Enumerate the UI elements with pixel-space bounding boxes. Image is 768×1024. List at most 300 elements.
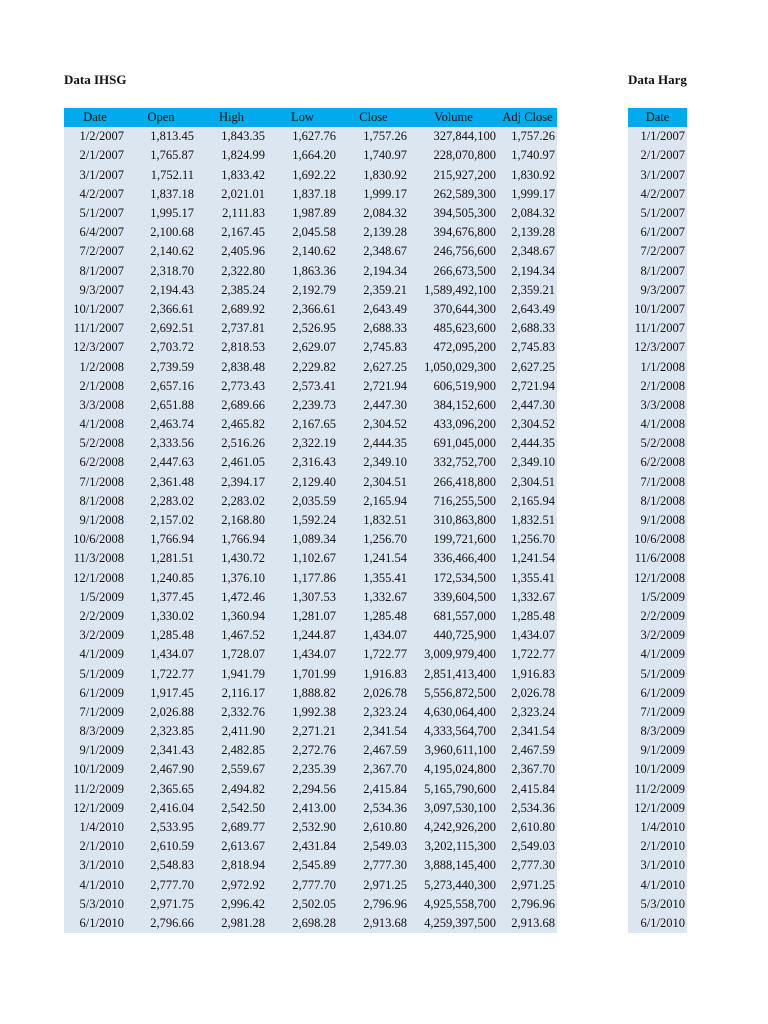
- table-cell: 1,832.51: [498, 511, 557, 530]
- table-row: [628, 780, 687, 799]
- table-cell: 2,688.33: [498, 319, 557, 338]
- table-cell: 2,972.92: [196, 876, 267, 895]
- table-cell: 1/5/2009: [64, 588, 126, 607]
- table-cell: 2,111.83: [196, 204, 267, 223]
- table-cell: 1,916.83: [498, 664, 557, 683]
- table-cell: 336,466,400: [409, 549, 498, 568]
- table-row: [64, 741, 557, 760]
- table-cell: 384,152,600: [409, 396, 498, 415]
- column-header-adj-close: Adj Close: [498, 108, 557, 127]
- table-cell: 5/2/2008: [64, 434, 126, 453]
- table-cell: 2,447.63: [126, 453, 196, 472]
- table-row: [64, 166, 557, 185]
- table-cell: 2,304.52: [338, 415, 409, 434]
- table-row: [628, 664, 687, 683]
- table-cell: 1,377.45: [126, 588, 196, 607]
- table-cell: 2,981.28: [196, 914, 267, 933]
- table-cell: 1,240.85: [126, 569, 196, 588]
- table-cell: 2/1/2007: [628, 146, 687, 165]
- table-cell: 2,739.59: [126, 357, 196, 376]
- table-row: [628, 281, 687, 300]
- table-cell: 1,050,029,300: [409, 357, 498, 376]
- price-data-table: [628, 108, 687, 933]
- table-cell: 2,777.70: [267, 876, 338, 895]
- table-cell: 1,992.38: [267, 703, 338, 722]
- table-row: [628, 837, 687, 856]
- table-cell: 199,721,600: [409, 530, 498, 549]
- table-cell: 2,549.03: [338, 837, 409, 856]
- table-row: [628, 569, 687, 588]
- table-cell: 1,701.99: [267, 664, 338, 683]
- table-cell: 1,434.07: [338, 626, 409, 645]
- table-cell: 394,676,800: [409, 223, 498, 242]
- table-row: [64, 818, 557, 837]
- table-cell: 2,139.28: [498, 223, 557, 242]
- column-header-high: High: [196, 108, 267, 127]
- table-cell: 2,323.85: [126, 722, 196, 741]
- table-cell: 2,413.00: [267, 799, 338, 818]
- table-cell: 1,837.18: [267, 185, 338, 204]
- table-cell: 1,995.17: [126, 204, 196, 223]
- table-cell: 2,271.21: [267, 722, 338, 741]
- table-cell: 1,332.67: [498, 588, 557, 607]
- table-cell: 4/1/2009: [64, 645, 126, 664]
- table-row: [628, 914, 687, 933]
- table-cell: 228,070,800: [409, 146, 498, 165]
- table-cell: 2,548.83: [126, 856, 196, 875]
- table-row: [64, 799, 557, 818]
- table-cell: 1,765.87: [126, 146, 196, 165]
- table-cell: 2,229.82: [267, 357, 338, 376]
- table-row: [64, 492, 557, 511]
- table-cell: 2,026.78: [338, 684, 409, 703]
- table-cell: 4,195,024,800: [409, 760, 498, 779]
- table-row: [64, 856, 557, 875]
- table-cell: 6/1/2007: [628, 223, 687, 242]
- table-cell: 246,756,600: [409, 242, 498, 261]
- table-cell: 12/1/2008: [64, 569, 126, 588]
- table-cell: 2,365.65: [126, 780, 196, 799]
- table-cell: 1,434.07: [267, 645, 338, 664]
- table-cell: 2,627.25: [338, 357, 409, 376]
- table-row: [64, 281, 557, 300]
- table-cell: 1,307.53: [267, 588, 338, 607]
- table-cell: 12/3/2007: [64, 338, 126, 357]
- table-row: [64, 664, 557, 683]
- table-cell: 394,505,300: [409, 204, 498, 223]
- table-cell: 2,737.81: [196, 319, 267, 338]
- table-cell: 3,009,979,400: [409, 645, 498, 664]
- table-cell: 2,773.43: [196, 377, 267, 396]
- table-cell: 691,045,000: [409, 434, 498, 453]
- table-row: [64, 626, 557, 645]
- table-row: [628, 530, 687, 549]
- table-cell: 1,728.07: [196, 645, 267, 664]
- table-row: [64, 453, 557, 472]
- table-header-row: [628, 108, 687, 127]
- table-cell: 2,689.66: [196, 396, 267, 415]
- table-row: [628, 338, 687, 357]
- table-cell: 8/1/2008: [64, 492, 126, 511]
- table-cell: 10/1/2009: [64, 760, 126, 779]
- table-cell: 11/6/2008: [628, 549, 687, 568]
- table-cell: 2,157.02: [126, 511, 196, 530]
- table-cell: 2,777.30: [338, 856, 409, 875]
- table-cell: 2,359.21: [498, 281, 557, 300]
- table-cell: 11/1/2007: [628, 319, 687, 338]
- table-cell: 2/1/2007: [64, 146, 126, 165]
- price-table-title: Data Harg: [628, 72, 687, 87]
- table-row: [628, 876, 687, 895]
- table-cell: 2,689.92: [196, 300, 267, 319]
- table-cell: 2,026.88: [126, 703, 196, 722]
- table-cell: 1,837.18: [126, 185, 196, 204]
- table-cell: 2,165.94: [338, 492, 409, 511]
- table-cell: 6/1/2010: [628, 914, 687, 933]
- table-cell: 1,430.72: [196, 549, 267, 568]
- table-cell: 1,256.70: [498, 530, 557, 549]
- table-cell: 2,415.84: [338, 780, 409, 799]
- table-cell: 1,244.87: [267, 626, 338, 645]
- column-header-date: Date: [64, 108, 126, 127]
- table-cell: 4/1/2010: [628, 876, 687, 895]
- table-cell: 4/1/2008: [628, 415, 687, 434]
- table-cell: 7/2/2007: [628, 242, 687, 261]
- table-row: [64, 837, 557, 856]
- table-cell: 2,341.54: [498, 722, 557, 741]
- table-row: [64, 569, 557, 588]
- table-cell: 2,361.48: [126, 473, 196, 492]
- table-cell: 2,796.96: [498, 895, 557, 914]
- table-cell: 9/3/2007: [64, 281, 126, 300]
- table-cell: 2,084.32: [498, 204, 557, 223]
- table-cell: 332,752,700: [409, 453, 498, 472]
- table-cell: 7/1/2009: [628, 703, 687, 722]
- table-cell: 2,140.62: [126, 242, 196, 261]
- table-cell: 2,165.94: [498, 492, 557, 511]
- table-cell: 3/1/2007: [64, 166, 126, 185]
- table-cell: 2,971.25: [498, 876, 557, 895]
- table-cell: 1,722.77: [338, 645, 409, 664]
- table-cell: 2,971.75: [126, 895, 196, 914]
- table-cell: 2/1/2010: [64, 837, 126, 856]
- table-cell: 11/2/2009: [628, 780, 687, 799]
- table-row: [64, 780, 557, 799]
- table-cell: 2,272.76: [267, 741, 338, 760]
- table-cell: 2,745.83: [498, 338, 557, 357]
- table-cell: 6/2/2008: [628, 453, 687, 472]
- table-cell: 3,097,530,100: [409, 799, 498, 818]
- table-cell: 1,285.48: [338, 607, 409, 626]
- table-cell: 4/2/2007: [64, 185, 126, 204]
- table-cell: 2,431.84: [267, 837, 338, 856]
- table-cell: 1,722.77: [498, 645, 557, 664]
- table-cell: 2,194.43: [126, 281, 196, 300]
- table-cell: 2,721.94: [498, 377, 557, 396]
- table-cell: 2,703.72: [126, 338, 196, 357]
- table-cell: 2,318.70: [126, 262, 196, 281]
- table-cell: 9/1/2008: [628, 511, 687, 530]
- table-cell: 2,283.02: [196, 492, 267, 511]
- table-cell: 1,740.97: [498, 146, 557, 165]
- table-cell: 2,698.28: [267, 914, 338, 933]
- table-cell: 1,843.35: [196, 127, 267, 146]
- table-cell: 2,415.84: [498, 780, 557, 799]
- table-cell: 5,165,790,600: [409, 780, 498, 799]
- table-cell: 1,589,492,100: [409, 281, 498, 300]
- table-cell: 4,925,558,700: [409, 895, 498, 914]
- table-cell: 2,549.03: [498, 837, 557, 856]
- table-cell: 1,434.07: [126, 645, 196, 664]
- table-cell: 1,285.48: [126, 626, 196, 645]
- column-header-date: Date: [628, 108, 687, 127]
- table-cell: 12/1/2009: [64, 799, 126, 818]
- table-cell: 5/1/2007: [628, 204, 687, 223]
- table-cell: 2,657.16: [126, 377, 196, 396]
- table-cell: 1,999.17: [498, 185, 557, 204]
- table-cell: 4/1/2008: [64, 415, 126, 434]
- table-cell: 10/1/2007: [64, 300, 126, 319]
- table-cell: 2,332.76: [196, 703, 267, 722]
- table-cell: 2,322.19: [267, 434, 338, 453]
- table-cell: 2,322.80: [196, 262, 267, 281]
- table-cell: 7/1/2008: [628, 473, 687, 492]
- table-cell: 2,613.67: [196, 837, 267, 856]
- table-cell: 2/2/2009: [64, 607, 126, 626]
- table-row: [628, 607, 687, 626]
- table-cell: 2,294.56: [267, 780, 338, 799]
- table-cell: 3,960,611,100: [409, 741, 498, 760]
- table-cell: 5/2/2008: [628, 434, 687, 453]
- table-cell: 2,913.68: [338, 914, 409, 933]
- table-cell: 1/2/2007: [64, 127, 126, 146]
- table-cell: 1,987.89: [267, 204, 338, 223]
- table-cell: 2,629.07: [267, 338, 338, 357]
- table-cell: 2,777.70: [126, 876, 196, 895]
- table-row: [628, 818, 687, 837]
- table-cell: 2,359.21: [338, 281, 409, 300]
- table-cell: 1,752.11: [126, 166, 196, 185]
- table-cell: 3/2/2009: [628, 626, 687, 645]
- table-row: [64, 511, 557, 530]
- table-cell: 5/1/2009: [628, 664, 687, 683]
- table-row: [64, 262, 557, 281]
- table-cell: 5,273,440,300: [409, 876, 498, 895]
- table-cell: 1/1/2007: [628, 127, 687, 146]
- table-cell: 6/2/2008: [64, 453, 126, 472]
- column-header-close: Close: [338, 108, 409, 127]
- table-row: [64, 415, 557, 434]
- table-cell: 310,863,800: [409, 511, 498, 530]
- table-cell: 1,941.79: [196, 664, 267, 683]
- table-cell: 266,418,800: [409, 473, 498, 492]
- table-cell: 3/3/2008: [628, 396, 687, 415]
- table-row: [64, 242, 557, 261]
- table-cell: 2,996.42: [196, 895, 267, 914]
- table-cell: 9/3/2007: [628, 281, 687, 300]
- table-cell: 2,463.74: [126, 415, 196, 434]
- table-row: [64, 760, 557, 779]
- table-cell: 6/4/2007: [64, 223, 126, 242]
- table-cell: 2,405.96: [196, 242, 267, 261]
- table-row: [64, 703, 557, 722]
- table-cell: 5/3/2010: [628, 895, 687, 914]
- table-cell: 4/1/2009: [628, 645, 687, 664]
- table-row: [64, 876, 557, 895]
- table-cell: 1/2/2008: [64, 357, 126, 376]
- table-cell: 1,281.51: [126, 549, 196, 568]
- table-cell: 2,367.70: [498, 760, 557, 779]
- table-row: [628, 722, 687, 741]
- table-cell: 1,757.26: [338, 127, 409, 146]
- table-cell: 2,777.30: [498, 856, 557, 875]
- table-cell: 1,863.36: [267, 262, 338, 281]
- table-cell: 2,394.17: [196, 473, 267, 492]
- table-cell: 1,766.94: [196, 530, 267, 549]
- table-cell: 1,241.54: [498, 549, 557, 568]
- table-row: [628, 396, 687, 415]
- table-row: [64, 300, 557, 319]
- table-row: [64, 319, 557, 338]
- table-cell: 1,832.51: [338, 511, 409, 530]
- table-row: [64, 895, 557, 914]
- table-cell: 433,096,200: [409, 415, 498, 434]
- table-cell: 8/1/2008: [628, 492, 687, 511]
- table-cell: 2,194.34: [338, 262, 409, 281]
- table-row: [628, 895, 687, 914]
- table-cell: 4,242,926,200: [409, 818, 498, 837]
- table-row: [64, 357, 557, 376]
- table-cell: 2,316.43: [267, 453, 338, 472]
- table-row: [628, 204, 687, 223]
- table-cell: 10/1/2007: [628, 300, 687, 319]
- table-cell: 1,917.45: [126, 684, 196, 703]
- table-row: [64, 146, 557, 165]
- table-cell: 1,472.46: [196, 588, 267, 607]
- table-cell: 1,740.97: [338, 146, 409, 165]
- table-cell: 2,416.04: [126, 799, 196, 818]
- table-cell: 11/1/2007: [64, 319, 126, 338]
- table-cell: 10/1/2009: [628, 760, 687, 779]
- table-cell: 1,281.07: [267, 607, 338, 626]
- table-cell: 2,467.90: [126, 760, 196, 779]
- table-cell: 327,844,100: [409, 127, 498, 146]
- ihsg-data-table: [64, 108, 557, 933]
- table-cell: 2,411.90: [196, 722, 267, 741]
- table-cell: 2,341.43: [126, 741, 196, 760]
- table-row: [628, 377, 687, 396]
- table-cell: 5/1/2007: [64, 204, 126, 223]
- table-cell: 1,285.48: [498, 607, 557, 626]
- table-cell: 2,467.59: [338, 741, 409, 760]
- table-cell: 2,532.90: [267, 818, 338, 837]
- table-cell: 2,542.50: [196, 799, 267, 818]
- table-cell: 1,766.94: [126, 530, 196, 549]
- table-cell: 2,444.35: [498, 434, 557, 453]
- table-cell: 1,999.17: [338, 185, 409, 204]
- table-row: [64, 607, 557, 626]
- table-cell: 2,026.78: [498, 684, 557, 703]
- table-cell: 2,348.67: [498, 242, 557, 261]
- table-row: [64, 588, 557, 607]
- table-cell: 2,333.56: [126, 434, 196, 453]
- table-cell: 2,341.54: [338, 722, 409, 741]
- table-cell: 1,360.94: [196, 607, 267, 626]
- table-cell: 1,332.67: [338, 588, 409, 607]
- table-row: [64, 722, 557, 741]
- table-row: [628, 453, 687, 472]
- table-cell: 2,167.65: [267, 415, 338, 434]
- table-row: [628, 703, 687, 722]
- table-cell: 2,721.94: [338, 377, 409, 396]
- table-cell: 2,348.67: [338, 242, 409, 261]
- table-cell: 2,444.35: [338, 434, 409, 453]
- table-cell: 2,516.26: [196, 434, 267, 453]
- table-cell: 1,813.45: [126, 127, 196, 146]
- table-row: [628, 242, 687, 261]
- table-cell: 9/1/2009: [64, 741, 126, 760]
- table-cell: 2,482.85: [196, 741, 267, 760]
- table-cell: 2,447.30: [498, 396, 557, 415]
- table-cell: 2,559.67: [196, 760, 267, 779]
- table-cell: 8/3/2009: [64, 722, 126, 741]
- table-cell: 2,084.32: [338, 204, 409, 223]
- table-row: [628, 741, 687, 760]
- table-cell: 2,323.24: [338, 703, 409, 722]
- table-cell: 2,502.05: [267, 895, 338, 914]
- table-cell: 1,434.07: [498, 626, 557, 645]
- table-cell: 4,630,064,400: [409, 703, 498, 722]
- table-cell: 681,557,000: [409, 607, 498, 626]
- column-header-open: Open: [126, 108, 196, 127]
- table-cell: 2/2/2009: [628, 607, 687, 626]
- table-cell: 2,796.96: [338, 895, 409, 914]
- table-cell: 1,376.10: [196, 569, 267, 588]
- table-row: [628, 626, 687, 645]
- table-row: [628, 549, 687, 568]
- table-cell: 440,725,900: [409, 626, 498, 645]
- table-cell: 2,651.88: [126, 396, 196, 415]
- table-row: [628, 434, 687, 453]
- table-cell: 2,323.24: [498, 703, 557, 722]
- table-cell: 9/1/2008: [64, 511, 126, 530]
- table-row: [64, 396, 557, 415]
- table-cell: 2,116.17: [196, 684, 267, 703]
- table-row: [64, 914, 557, 933]
- table-cell: 1,102.67: [267, 549, 338, 568]
- table-cell: 2,461.05: [196, 453, 267, 472]
- table-cell: 2,610.80: [338, 818, 409, 837]
- table-cell: 716,255,500: [409, 492, 498, 511]
- table-row: [628, 415, 687, 434]
- table-cell: 2,168.80: [196, 511, 267, 530]
- table-row: [628, 262, 687, 281]
- table-cell: 4/2/2007: [628, 185, 687, 204]
- table-cell: 2,692.51: [126, 319, 196, 338]
- table-cell: 2/1/2010: [628, 837, 687, 856]
- table-cell: 472,095,200: [409, 338, 498, 357]
- table-cell: 1,824.99: [196, 146, 267, 165]
- table-cell: 3/1/2007: [628, 166, 687, 185]
- table-cell: 1,355.41: [498, 569, 557, 588]
- table-cell: 2,689.77: [196, 818, 267, 837]
- table-cell: 1,330.02: [126, 607, 196, 626]
- table-row: [628, 300, 687, 319]
- table-cell: 2,534.36: [498, 799, 557, 818]
- table-cell: 370,644,300: [409, 300, 498, 319]
- table-cell: 6/1/2009: [64, 684, 126, 703]
- ihsg-table-title: Data IHSG: [64, 72, 127, 87]
